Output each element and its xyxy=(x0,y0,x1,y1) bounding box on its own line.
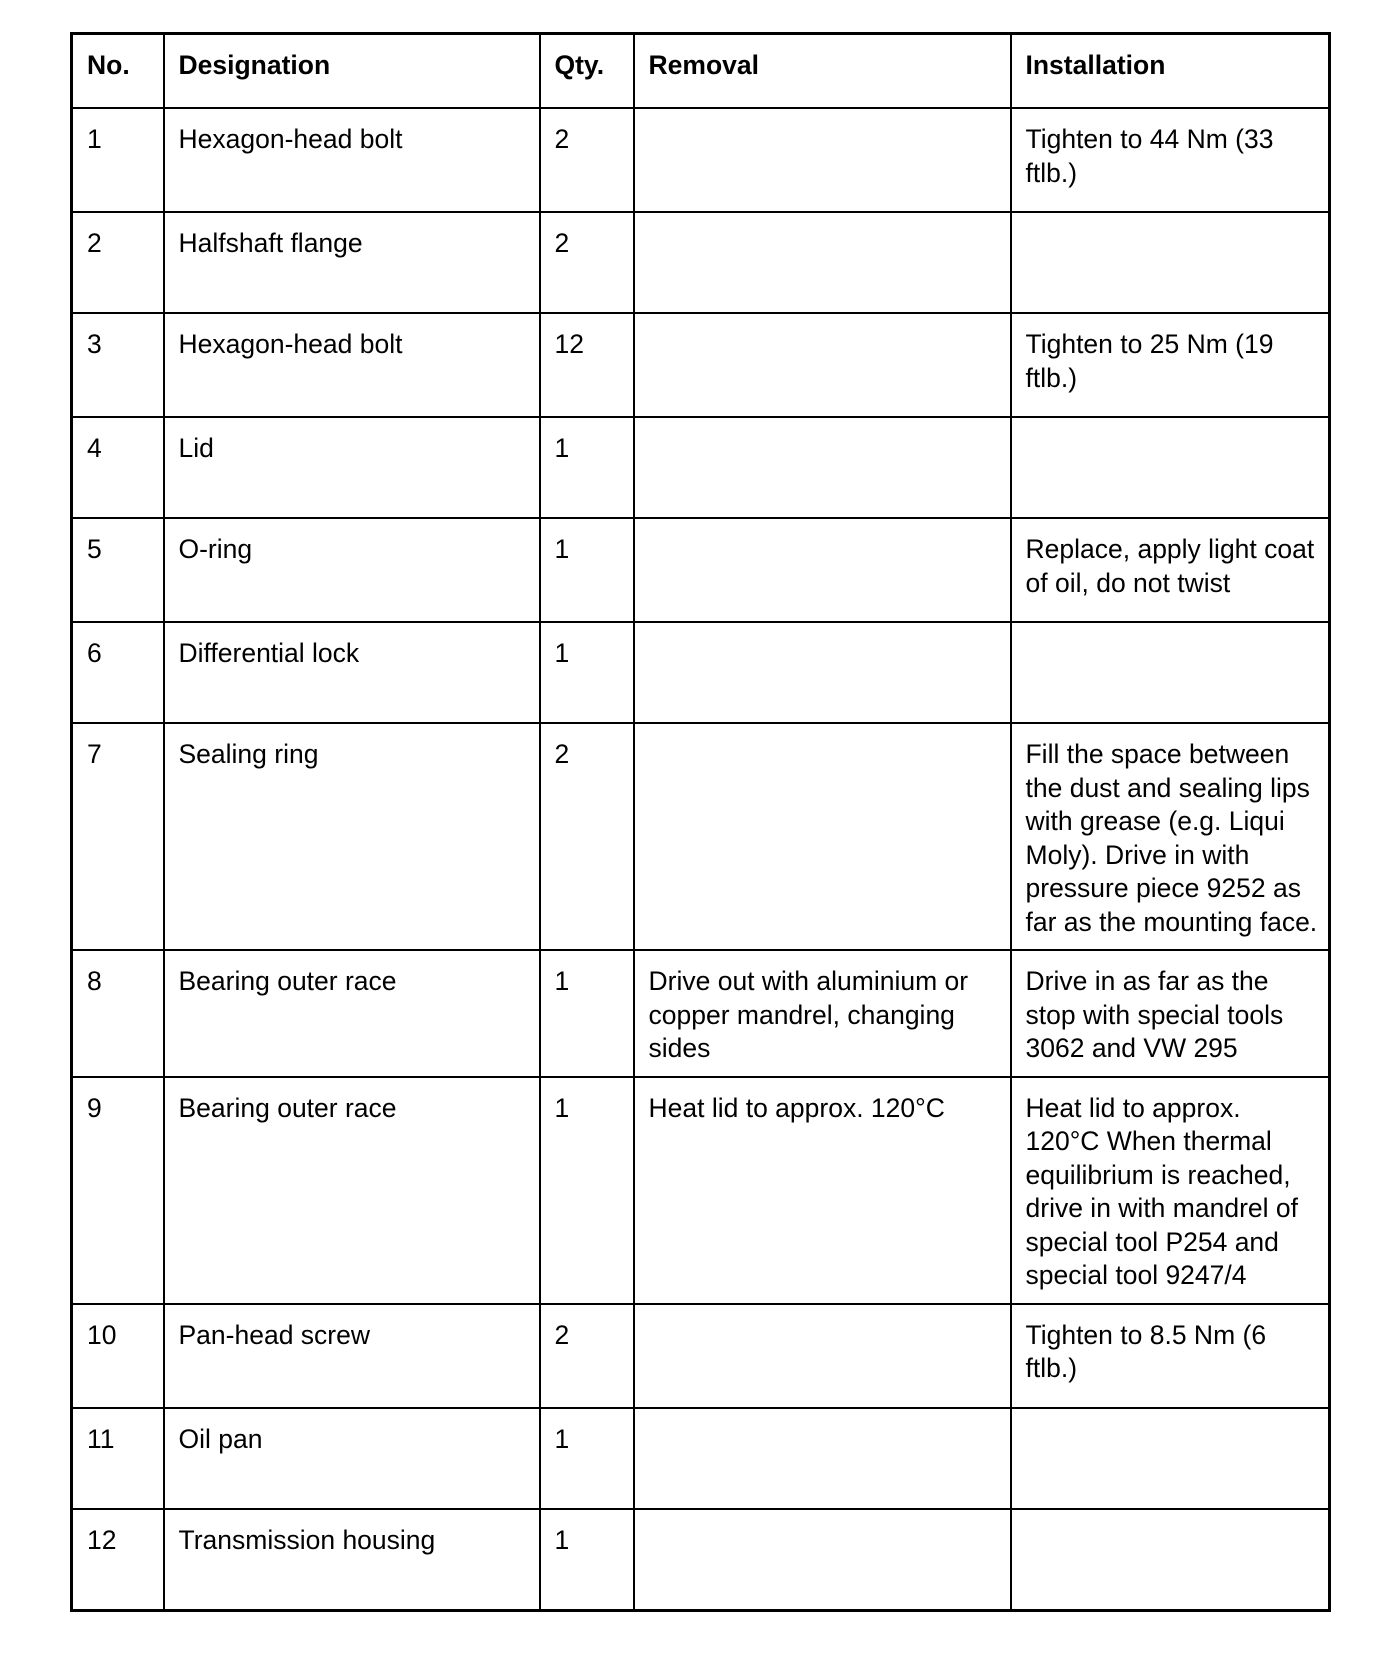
cell-no: 10 xyxy=(72,1304,164,1408)
cell-qty: 1 xyxy=(540,518,634,622)
table-row xyxy=(72,1077,1330,1304)
cell-no: 5 xyxy=(72,518,164,622)
cell-qty: 1 xyxy=(540,1077,634,1304)
cell-designation: Halfshaft flange xyxy=(164,212,540,313)
cell-installation xyxy=(1011,622,1330,723)
table-row xyxy=(72,723,1330,950)
cell-qty: 1 xyxy=(540,622,634,723)
table-row xyxy=(72,622,1330,723)
table-row xyxy=(72,518,1330,622)
cell-designation: Bearing outer race xyxy=(164,1077,540,1304)
table-row xyxy=(72,950,1330,1077)
cell-designation: Differential lock xyxy=(164,622,540,723)
cell-no: 3 xyxy=(72,313,164,417)
cell-removal xyxy=(634,212,1011,313)
cell-removal xyxy=(634,417,1011,518)
cell-installation: Tighten to 25 Nm (19 ftlb.) xyxy=(1011,313,1330,417)
cell-installation: Tighten to 44 Nm (33 ftlb.) xyxy=(1011,108,1330,212)
cell-qty: 2 xyxy=(540,723,634,950)
cell-installation: Drive in as far as the stop with special tools 3062 and VW 295 xyxy=(1011,950,1330,1077)
cell-no: 7 xyxy=(72,723,164,950)
header-no: No. xyxy=(72,34,164,109)
table-row xyxy=(72,313,1330,417)
header-removal: Removal xyxy=(634,34,1011,109)
cell-installation xyxy=(1011,417,1330,518)
cell-installation xyxy=(1011,212,1330,313)
cell-removal: Drive out with aluminium or copper mandrel, changing sides xyxy=(634,950,1011,1077)
cell-removal xyxy=(634,1408,1011,1509)
table-row xyxy=(72,1408,1330,1509)
cell-qty: 12 xyxy=(540,313,634,417)
cell-designation: O-ring xyxy=(164,518,540,622)
cell-qty: 1 xyxy=(540,1509,634,1611)
cell-no: 12 xyxy=(72,1509,164,1611)
cell-designation: Transmission housing xyxy=(164,1509,540,1611)
cell-installation: Tighten to 8.5 Nm (6 ftlb.) xyxy=(1011,1304,1330,1408)
cell-designation: Pan-head screw xyxy=(164,1304,540,1408)
cell-removal xyxy=(634,313,1011,417)
parts-table xyxy=(70,32,1331,1612)
header-installation: Installation xyxy=(1011,34,1330,109)
cell-designation: Hexagon-head bolt xyxy=(164,108,540,212)
cell-no: 4 xyxy=(72,417,164,518)
cell-qty: 2 xyxy=(540,1304,634,1408)
cell-no: 1 xyxy=(72,108,164,212)
cell-installation xyxy=(1011,1408,1330,1509)
cell-removal xyxy=(634,518,1011,622)
cell-installation: Fill the space between the dust and sealing lips with grease (e.g. Liqui Moly). Drive in with pressure piece 9252 as far as the mounting face. xyxy=(1011,723,1330,950)
cell-no: 8 xyxy=(72,950,164,1077)
cell-no: 6 xyxy=(72,622,164,723)
table-row xyxy=(72,212,1330,313)
cell-removal xyxy=(634,723,1011,950)
table-row xyxy=(72,108,1330,212)
header-designation: Designation xyxy=(164,34,540,109)
cell-installation: Replace, apply light coat of oil, do not twist xyxy=(1011,518,1330,622)
cell-qty: 1 xyxy=(540,1408,634,1509)
cell-designation: Hexagon-head bolt xyxy=(164,313,540,417)
cell-qty: 1 xyxy=(540,950,634,1077)
cell-removal xyxy=(634,622,1011,723)
cell-no: 11 xyxy=(72,1408,164,1509)
table-row xyxy=(72,1509,1330,1611)
cell-removal: Heat lid to approx. 120°C xyxy=(634,1077,1011,1304)
cell-qty: 2 xyxy=(540,212,634,313)
cell-no: 9 xyxy=(72,1077,164,1304)
cell-designation: Oil pan xyxy=(164,1408,540,1509)
cell-installation xyxy=(1011,1509,1330,1611)
header-row xyxy=(72,34,1330,109)
cell-qty: 1 xyxy=(540,417,634,518)
cell-removal xyxy=(634,1304,1011,1408)
cell-qty: 2 xyxy=(540,108,634,212)
cell-designation: Lid xyxy=(164,417,540,518)
header-qty: Qty. xyxy=(540,34,634,109)
cell-no: 2 xyxy=(72,212,164,313)
cell-removal xyxy=(634,108,1011,212)
table-row xyxy=(72,1304,1330,1408)
cell-installation: Heat lid to approx. 120°C When thermal equilibrium is reached, drive in with mandrel of special tool P254 and special tool 9247/4 xyxy=(1011,1077,1330,1304)
cell-designation: Sealing ring xyxy=(164,723,540,950)
cell-designation: Bearing outer race xyxy=(164,950,540,1077)
cell-removal xyxy=(634,1509,1011,1611)
table-row xyxy=(72,417,1330,518)
